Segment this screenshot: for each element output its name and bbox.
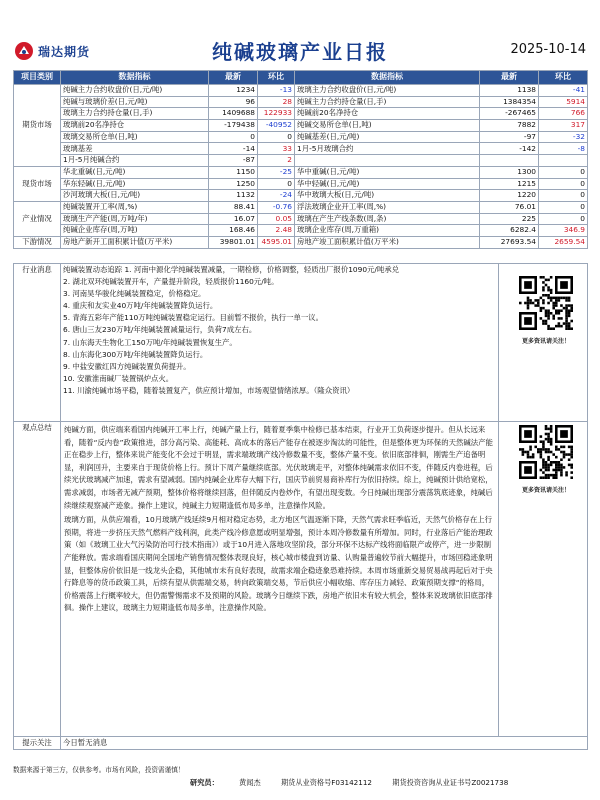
latest-value — [480, 155, 539, 167]
latest-value: -179438 — [209, 120, 258, 132]
indicator-name: 纯碱主力合约持仓量(日,手) — [295, 96, 480, 108]
indicator-name: 玻璃在产生产线条数(周,条) — [295, 213, 480, 225]
change-value: 2.48 — [258, 225, 295, 237]
change-value: 766 — [539, 108, 588, 120]
change-value: 0 — [258, 131, 295, 143]
change-value: 0 — [539, 166, 588, 178]
latest-value: 27693.54 — [480, 236, 539, 248]
latest-value: -267465 — [480, 108, 539, 120]
news-item: 10. 安徽淮南碱厂装置锅炉点火。 — [63, 373, 174, 383]
summary-paragraph: 纯碱方面，供应端来看国内纯碱开工率上行，纯碱产量上行，随着夏季集中检修已基本结束，行业开工负荷逐步提升。但从长远来看，随着“反内卷”政策推进，部分高污染、高能耗、高成本的落后产能存在被逐步淘汰的可能性，但是整体更为环保的天然碱法产能正在稳步上行，整体来说产能变化不会过于明显，需求端玻璃产线冷修数量不变，整体产量不变。依旧底部徘徊，刚需生产追备明显，利润回升，主要来自于现货价格上行。预计下周产量继续底部。光伏玻璃走平，对整体纯碱需求依旧不变，伴随反内卷进程，后续光伏玻璃减产加速，需求有望减弱。国内纯碱企业库存大幅下行，国庆节前贸易商补库行为依旧持续。综上，纯碱预计供给宽松，需求减弱，市场者无减产预期，整体价格将继续回落，但伴随反内卷炒作，有望出现变数。今日纯碱出现部分震荡筑底迹象，纯碱后续继续观察减产迹象。操作上建议，纯碱主力短期逢低布局多单，注意操作风险。 — [64, 425, 493, 510]
table-row — [14, 201, 588, 213]
latest-value: 1300 — [480, 166, 539, 178]
indicator-name: 纯碱与玻璃价差(日,元/吨) — [61, 96, 209, 108]
section-category: 产业情况 — [14, 201, 61, 236]
latest-value: 0 — [209, 131, 258, 143]
table-row — [14, 236, 588, 248]
header-latest: 最新 — [209, 71, 258, 85]
table-row — [14, 143, 588, 155]
change-value: 33 — [258, 143, 295, 155]
summary-paragraph: 玻璃方面，从供应端看，10月玻璃产线延续9月相对稳定态势，北方地区气温逐渐下降，天然气需求旺季临近，天然气价格存在上行预期，将进一步挤压天然气燃料产线利润，此类产线冷修意愿或明显增强，预计本周冷修数量有所增加。同时，行业落后产能治理政策（如《玻璃工业大气污染防治可行技术指南》）或于10月进入落地攻坚阶段，部分环保不达标产线将面临限产或停产，进一步限制产能释放。需求端看国庆期间全国地产销售情况整体表现良好，核心城市楼盘到访量、认购量普遍较节前大幅提升，市场回稳迹象明显，但整体房价依旧是一线龙头企稳，其他城市未有良好表现，故需求端企稳迹象恐难持续。本周市场重新交易贸易战再起后对于央行降息等的货币政策工具，后续有望从供需端交易，转向政策端交易，节后供应小幅收缩、库存压力减轻、政策预期支撑“的格局，价格震荡上行概率较大，但仍需警惕需求不及预期的风险。玻璃今日继续下跌，房地产依旧未有较大机会，整体来说玻璃依旧底部徘徊。操作上建议，玻璃主力短期逢低布局多单，注意操作风险。 — [64, 515, 493, 613]
latest-value: 6282.4 — [480, 225, 539, 237]
researcher-license-1: 期货从业资格号F03142112 — [280, 778, 372, 787]
news-item: 2. 湖北双环纯碱装置开车，产量提升阶段，轻质报价1160元/吨。 — [63, 277, 279, 287]
change-value: 2 — [258, 155, 295, 167]
latest-value: 1384354 — [480, 96, 539, 108]
report-date: 2025-10-14 — [510, 42, 586, 57]
disclaimer: 数据来源于第三方，仅供参考。市场有风险，投资需谨慎！ — [13, 766, 185, 774]
news-summary-table — [13, 263, 588, 750]
indicator-name: 纯碱交易所仓单(日,吨) — [295, 120, 480, 132]
indicator-name: 玻璃前20名净持仓 — [61, 120, 209, 132]
latest-value: -97 — [480, 131, 539, 143]
change-value: 346.9 — [539, 225, 588, 237]
latest-value: 39801.01 — [209, 236, 258, 248]
latest-value: -87 — [209, 155, 258, 167]
change-value: 2659.54 — [539, 236, 588, 248]
change-value — [539, 155, 588, 167]
news-item: 8. 山东海化300万吨/年纯碱装置降负运行。 — [63, 349, 208, 359]
indicator-name: 沙河玻璃大板(日,元/吨) — [61, 190, 209, 202]
notice-row — [14, 737, 588, 750]
indicator-name: 华中轻碱(日,元/吨) — [295, 178, 480, 190]
change-value: -0.76 — [258, 201, 295, 213]
change-value: -25 — [258, 166, 295, 178]
section-category: 下游情况 — [14, 236, 61, 248]
summary-row — [14, 422, 588, 737]
change-value: -41 — [539, 85, 588, 97]
researcher-info — [190, 778, 526, 788]
qr-code-icon — [519, 425, 573, 479]
indicator-name: 玻璃企业库存(周,万重箱) — [295, 225, 480, 237]
news-item: 4. 重庆和友实业40万吨/年纯碱装置降负运行。 — [63, 301, 218, 311]
latest-value: 1150 — [209, 166, 258, 178]
table-row — [14, 166, 588, 178]
indicator-name: 纯碱主力合约收盘价(日,元/吨) — [61, 85, 209, 97]
header-category: 项目类别 — [14, 71, 61, 85]
change-value: -8 — [539, 143, 588, 155]
section-category: 现货市场 — [14, 166, 61, 201]
change-value: 0 — [539, 213, 588, 225]
change-value: 0 — [539, 201, 588, 213]
table-row — [14, 131, 588, 143]
indicator-name: 华中玻璃大板(日,元/吨) — [295, 190, 480, 202]
logo-text: 瑞达期货 — [38, 44, 91, 59]
table-row — [14, 120, 588, 132]
table-row — [14, 85, 588, 97]
latest-value: 1234 — [209, 85, 258, 97]
table-row — [14, 155, 588, 167]
latest-value: 225 — [480, 213, 539, 225]
indicator-name: 玻璃交易所仓单(日,吨) — [61, 131, 209, 143]
indicator-name: 玻璃生产产能(周,万吨/年) — [61, 213, 209, 225]
news-item: 3. 河南昊华骏化纯碱装置稳定，价格稳定。 — [63, 289, 206, 299]
change-value: -24 — [258, 190, 295, 202]
latest-value: 96 — [209, 96, 258, 108]
table-row — [14, 213, 588, 225]
section-category: 期货市场 — [14, 85, 61, 167]
indicator-name: 华中重碱(日,元/吨) — [295, 166, 480, 178]
latest-value: 1409688 — [209, 108, 258, 120]
report-header — [0, 0, 600, 68]
news-item: 11. 川渝纯碱市场平稳，随着装置复产，供应预计增加，市场观望情绪浓厚。（隆众资讯） — [63, 385, 355, 395]
latest-value: 88.41 — [209, 201, 258, 213]
latest-value: 76.01 — [480, 201, 539, 213]
data-table — [13, 70, 588, 249]
news-item: 6. 唐山三友230万吨/年纯碱装置减量运行，负荷7成左右。 — [63, 325, 257, 335]
change-value: 317 — [539, 120, 588, 132]
latest-value: 16.07 — [209, 213, 258, 225]
indicator-name: 玻璃基差 — [61, 143, 209, 155]
indicator-name: 华北重碱(日,元/吨) — [61, 166, 209, 178]
researcher-label: 研究员： — [190, 778, 219, 787]
report-title: 纯碱玻璃产业日报 — [212, 40, 388, 64]
news-item: 5. 青海五彩年产能110万吨纯碱装置稳定运行。目前暂不报价，执行一单一议。 — [63, 313, 324, 323]
change-value: 122933 — [258, 108, 295, 120]
change-value: 0 — [539, 190, 588, 202]
change-value: -40952 — [258, 120, 295, 132]
table-header-row — [14, 71, 588, 85]
latest-value: 1250 — [209, 178, 258, 190]
table-row — [14, 96, 588, 108]
indicator-name: 1月-5月玻璃合约 — [295, 143, 480, 155]
news-category: 行业消息 — [14, 264, 61, 422]
change-value: 0.05 — [258, 213, 295, 225]
latest-value: 1215 — [480, 178, 539, 190]
indicator-name: 华东轻碱(日,元/吨) — [61, 178, 209, 190]
table-row — [14, 178, 588, 190]
latest-value: -14 — [209, 143, 258, 155]
indicator-name: 纯碱企业库存(周,万吨) — [61, 225, 209, 237]
header-indicator-2: 数据指标 — [295, 71, 480, 85]
news-item: 9. 中盐安徽红四方纯碱装置负荷提升。 — [63, 361, 191, 371]
indicator-name — [295, 155, 480, 167]
change-value: 5914 — [539, 96, 588, 108]
news-row — [14, 264, 588, 422]
change-value: 0 — [258, 178, 295, 190]
latest-value: 1138 — [480, 85, 539, 97]
indicator-name: 房地产新开工面积累计值(万平米) — [61, 236, 209, 248]
qr-caption: 更多资讯请关注！ — [521, 338, 570, 345]
latest-value: -142 — [480, 143, 539, 155]
change-value: 0 — [539, 178, 588, 190]
indicator-name: 纯碱前20名净持仓 — [295, 108, 480, 120]
header-indicator: 数据指标 — [61, 71, 209, 85]
header-latest-2: 最新 — [480, 71, 539, 85]
indicator-name: 房地产竣工面积累计值(万平米) — [295, 236, 480, 248]
summary-content — [61, 422, 499, 737]
table-row — [14, 108, 588, 120]
latest-value: 168.46 — [209, 225, 258, 237]
qr-code-icon — [519, 276, 573, 330]
latest-value: 1132 — [209, 190, 258, 202]
indicator-name: 玻璃主力合约持仓量(日,手) — [61, 108, 209, 120]
change-value: -32 — [539, 131, 588, 143]
indicator-name: 纯碱基差(日,元/吨) — [295, 131, 480, 143]
researcher-license-2: 期货投资咨询从业证书号Z0021738 — [392, 778, 509, 787]
news-item: 纯碱装置动态追踪 1. 河南中源化学纯碱装置减量，一期检修，价格调整，轻质出厂报价1090元/吨承兑 — [63, 265, 400, 274]
indicator-name: 纯碱装置开工率(周,%) — [61, 201, 209, 213]
qr-caption: 更多资讯请关注！ — [521, 487, 570, 494]
latest-value: 1220 — [480, 190, 539, 202]
indicator-name: 1月-5月纯碱合约 — [61, 155, 209, 167]
table-row — [14, 225, 588, 237]
latest-value: 7882 — [480, 120, 539, 132]
table-row — [14, 190, 588, 202]
notice-category: 提示关注 — [14, 737, 61, 750]
researcher-name: 黄闻杰 — [239, 778, 261, 787]
summary-category: 观点总结 — [14, 422, 61, 737]
notice-content: 今日暂无消息 — [61, 737, 588, 750]
change-value: 4595.01 — [258, 236, 295, 248]
header-change-2: 环比 — [539, 71, 588, 85]
indicator-name: 浮法玻璃企业开工率(周,%) — [295, 201, 480, 213]
indicator-name: 玻璃主力合约收盘价(日,元/吨) — [295, 85, 480, 97]
news-item: 7. 山东海天生物化工150万吨/年纯碱装置恢复生产。 — [63, 337, 237, 347]
change-value: -13 — [258, 85, 295, 97]
change-value: 28 — [258, 96, 295, 108]
header-change: 环比 — [258, 71, 295, 85]
news-content — [61, 264, 499, 422]
